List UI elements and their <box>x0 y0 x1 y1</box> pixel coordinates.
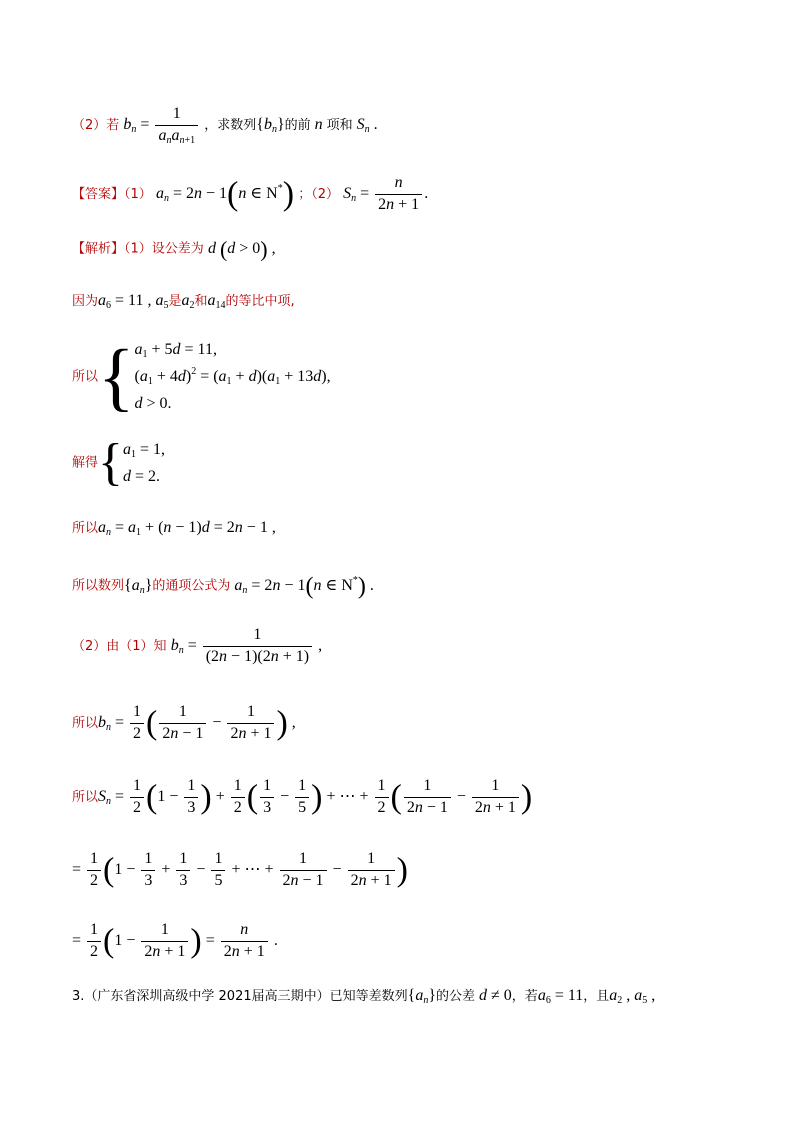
solution-list <box>123 436 165 490</box>
formula-an-derive: $a_n = a_1 + (n - 1)d = 2n - 1$ , <box>98 519 276 538</box>
analysis-part1: （1）设公差为 <box>124 241 204 257</box>
formula-sn-result: = $\frac{1}{2}$ (1 − $\frac{1}{2n + 1}$ ) = $\frac{n}{2n + 1}$ . <box>72 921 278 960</box>
general-text2: 的通项公式为 <box>152 578 231 594</box>
formula-sn-telescope: = $\frac{1}{2}$ (1 − $\frac{1}{3}$ + $\frac{1}{3}$ − $\frac{1}{5}$ + ⋯ + $\frac{1}{2n - 1}$ − $\frac{1}{2n + 1}$ ) <box>72 850 408 889</box>
so-label: 所以 <box>72 369 99 385</box>
formula-bn-expanded: $b_n$ = $\frac{1}{(2n - 1)(2n + 1)}$ , <box>170 626 323 665</box>
answer-sep: ；（2） <box>298 186 339 202</box>
formula-bn-split: $b_n$ = $\frac{1}{2}$ ( $\frac{1}{2n - 1}$ − $\frac{1}{2n + 1}$ ) , <box>98 703 296 742</box>
because-text3: 和 <box>194 294 208 309</box>
part2-from-text: （2）由（1）知 <box>72 638 167 654</box>
q3-mid2: ，若 <box>511 989 538 1004</box>
formula-sn-answer: $S_n$ = $\frac{n}{2n + 1}$ . <box>343 174 429 213</box>
question-3-line <box>72 988 655 1004</box>
because-line <box>72 293 295 309</box>
so-label-4: 所以 <box>72 789 99 805</box>
left-brace: { <box>98 334 135 419</box>
left-brace-2: { <box>98 434 123 492</box>
formula-d-positive: d (d > 0) , <box>207 236 276 261</box>
equation-1: $a_1 + 5d = 11$, <box>134 341 217 360</box>
formula-an-seq: $\{a_n\}$ <box>124 576 153 596</box>
formula-bn-seq: $\{b_n\}$ <box>256 115 285 135</box>
part2-question <box>72 106 378 145</box>
formula-sn: $S_n$ . <box>356 115 378 135</box>
solution-d: d = 2. <box>122 468 161 486</box>
sn-telescope-line <box>72 851 408 890</box>
answer-part1: （1） <box>124 186 152 202</box>
answer-label: 【答案】 <box>72 186 125 202</box>
formula-an-seq-q3: $\{a_n\}$ <box>407 987 436 1006</box>
system-equations <box>72 336 331 418</box>
analysis-label: 【解析】 <box>72 241 125 257</box>
general-term-line <box>72 574 374 598</box>
so-label-3: 所以 <box>72 715 99 731</box>
so-label-2: 所以 <box>72 521 99 536</box>
an-derivation <box>72 520 276 536</box>
formula-a6: $a_6 = 11$ , $a_5$ <box>98 292 169 311</box>
formula-n: n <box>310 115 327 133</box>
bn-split-line <box>72 704 296 743</box>
part2-from-line <box>72 627 322 666</box>
formula-bn-def: $b_n$ = $\frac{1}{a_na_{n+1}}$ <box>123 116 200 133</box>
general-text: 所以数列 <box>72 578 125 594</box>
part2-text3: 项和 <box>326 117 353 133</box>
solution-a1: $a_1 = 1$, <box>122 441 166 460</box>
formula-an-general: $a_n = 2n - 1(n$ ∈ N*) . <box>234 573 374 599</box>
formula-d-nonzero: d ≠ 0 <box>479 987 512 1004</box>
formula-a2: $a_2$ <box>181 292 195 311</box>
equation-3: d > 0. <box>134 395 172 413</box>
formula-a6-q3: $a_6 = 11$ <box>537 987 584 1006</box>
formula-a2-a5: $a_2$ , $a_5$ , <box>609 987 656 1006</box>
analysis-line <box>72 238 276 260</box>
q3-mid3: ，且 <box>583 989 610 1004</box>
because-text4: 的等比中项, <box>225 294 295 309</box>
q3-prefix: 3.（广东省深圳高级中学 2021届高三期中）已知等差数列 <box>72 989 408 1004</box>
formula-an-answer: $a_n = 2n - 1(n$ ∈ N*) <box>155 175 295 213</box>
answer-line <box>72 175 428 214</box>
solve-equations <box>72 436 165 490</box>
sn-sum-line <box>72 778 532 817</box>
formula-sn-sum: $S_n$ = $\frac{1}{2}$ (1 − $\frac{1}{3}$ ) + $\frac{1}{2}$ ( $\frac{1}{3}$ − $\frac{1}{5}$ ) + ⋯ + $\frac{1}{2}$ ( $\frac{1}{2n - 1}$ − $\frac{1}{2n + 1}$ ) <box>98 777 533 816</box>
solve-label: 解得 <box>72 455 99 471</box>
part2-text: ，求数列 <box>204 117 257 133</box>
part2-text2: 的前 <box>284 117 311 133</box>
formula-a14: $a_{14}$ <box>207 292 226 311</box>
q3-mid: 的公差 <box>436 989 476 1004</box>
equation-list <box>135 336 331 418</box>
part2-label: （2）若 <box>72 117 120 133</box>
sn-result-line <box>72 922 278 961</box>
because-text2: 是 <box>168 294 182 309</box>
equation-2: $(a_1 + 4d)^2 = (a_1 + d)(a_1 + 13d)$, <box>134 366 331 388</box>
because-text: 因为 <box>72 294 99 309</box>
